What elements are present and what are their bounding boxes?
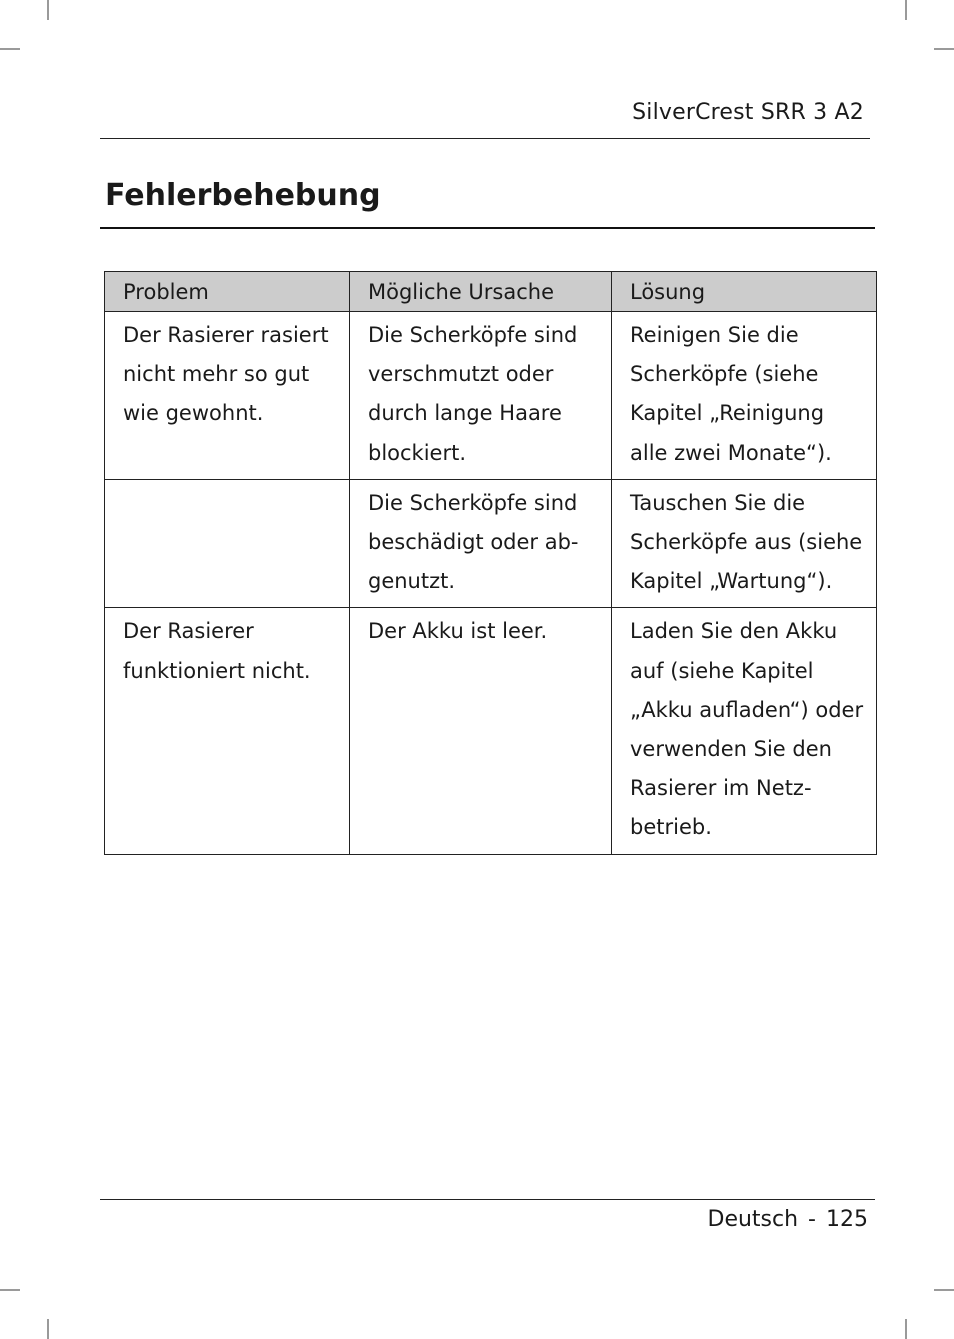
cell-problem <box>105 479 350 608</box>
cell-problem: Der Rasierer funktioniert nicht. <box>105 608 350 854</box>
cell-cause: Die Scherköpfe sind verschmutzt oder durch lange Haare blockiert. <box>350 312 612 480</box>
troubleshooting-table <box>104 271 877 855</box>
page-title: Fehlerbehebung <box>105 178 381 213</box>
column-header-problem: Problem <box>105 272 350 312</box>
title-divider <box>100 227 875 229</box>
footer-separator: - <box>808 1207 816 1232</box>
cell-solution: Reinigen Sie die Scherköpfe (siehe Kapitel „Reinigung alle zwei Monate“). <box>612 312 877 480</box>
crop-mark <box>905 1319 907 1339</box>
column-header-solution: Lösung <box>612 272 877 312</box>
crop-mark <box>934 48 954 50</box>
crop-mark <box>934 1289 954 1291</box>
cell-solution: Laden Sie den Akku auf (siehe Kapitel „Akku aufladen“) oder verwenden Sie den Rasierer im Netz-betrieb. <box>612 608 877 854</box>
cell-cause: Der Akku ist leer. <box>350 608 612 854</box>
cell-problem: Der Rasierer rasiert nicht mehr so gut wie gewohnt. <box>105 312 350 480</box>
footer-language: Deutsch <box>707 1207 799 1232</box>
table-row <box>105 479 877 608</box>
header-divider <box>100 138 870 139</box>
header-product: SilverCrest SRR 3 A2 <box>632 100 864 125</box>
cell-solution: Tauschen Sie die Scherköpfe aus (siehe Kapitel „Wartung“). <box>612 479 877 608</box>
crop-mark <box>0 48 20 50</box>
column-header-cause: Mögliche Ursache <box>350 272 612 312</box>
table-header-row <box>105 272 877 312</box>
footer-divider <box>100 1199 875 1200</box>
table-row <box>105 312 877 480</box>
table-row <box>105 608 877 854</box>
footer <box>708 1207 869 1232</box>
crop-mark <box>47 1319 49 1339</box>
cell-cause: Die Scherköpfe sind beschädigt oder ab-genutzt. <box>350 479 612 608</box>
page-number: 125 <box>826 1207 868 1232</box>
crop-mark <box>905 0 907 20</box>
crop-mark <box>0 1289 20 1291</box>
crop-mark <box>47 0 49 20</box>
